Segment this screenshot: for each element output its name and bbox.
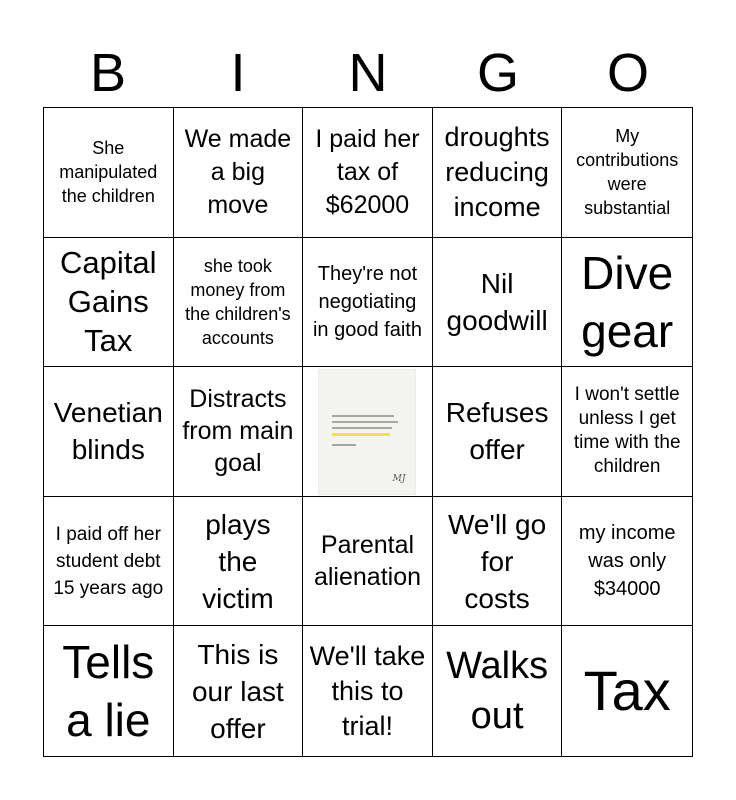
cell-text: I won't settle unless I get time with the children [573, 384, 681, 478]
bingo-cell-5[interactable] [562, 108, 692, 238]
cell-text: Parental alienation [313, 531, 421, 592]
cell-text: I paid her tax of $62000 [315, 124, 420, 219]
signature-mark: MJ [392, 473, 406, 484]
bingo-cell-7[interactable] [174, 238, 304, 368]
header-letter-n: N [348, 43, 388, 103]
cell-text: Capital Gains Tax [60, 245, 157, 359]
cell-text: Venetian blinds [53, 397, 163, 466]
cell-text: My contributions were substantial [576, 126, 679, 219]
bingo-board [43, 107, 693, 757]
bingo-cell-22[interactable] [174, 626, 304, 756]
bingo-cell-9[interactable] [433, 238, 563, 368]
cell-text: Nil goodwill [446, 267, 548, 336]
cell-text: Tells a lie [62, 636, 155, 747]
cell-text: We'll take this to trial! [309, 640, 426, 741]
cell-text: she took money from the children's accounts [185, 255, 291, 348]
bingo-cell-21[interactable] [44, 626, 174, 756]
bingo-cell-18[interactable] [303, 497, 433, 627]
bingo-cell-10[interactable] [562, 238, 692, 368]
cell-text: plays the victim [202, 508, 274, 614]
bingo-cell-16[interactable] [44, 497, 174, 627]
cell-text: Distracts from main goal [182, 385, 294, 478]
cell-text: I paid off her student debt 15 years ago [53, 523, 164, 599]
header-letter-g: G [476, 43, 519, 103]
cell-text: droughts reducing income [444, 121, 550, 222]
cell-text: They're not negotiating in good faith [312, 262, 422, 341]
bingo-cell-8[interactable] [303, 238, 433, 368]
bingo-cell-14[interactable] [433, 367, 563, 497]
cell-text: Dive gear [581, 246, 674, 357]
bingo-cell-3[interactable] [303, 108, 433, 238]
cell-text: Tax [583, 659, 671, 723]
cell-text: my income was only $34000 [578, 522, 676, 601]
bingo-cell-6[interactable] [44, 238, 174, 368]
bingo-cell-4[interactable] [433, 108, 563, 238]
cell-text: She manipulated the children [59, 138, 158, 207]
bingo-cell-17[interactable] [174, 497, 304, 627]
cell-text: Refuses offer [445, 397, 549, 466]
cell-text: We'll go for costs [447, 508, 547, 614]
bingo-cell-24[interactable] [433, 626, 563, 756]
bingo-cell-20[interactable] [562, 497, 692, 627]
header-letter-o: O [606, 43, 649, 103]
bingo-cell-23[interactable] [303, 626, 433, 756]
bingo-cell-25[interactable] [562, 626, 692, 756]
bingo-cell-11[interactable] [44, 367, 174, 497]
bingo-cell-19[interactable] [433, 497, 563, 627]
bingo-header [43, 40, 693, 106]
cell-text: Walks out [446, 645, 549, 738]
header-letter-b: B [89, 43, 127, 103]
bingo-cell-15[interactable] [562, 367, 692, 497]
cell-text: This is our last offer [191, 638, 284, 744]
bingo-cell-2[interactable] [174, 108, 304, 238]
bingo-cell-1[interactable] [44, 108, 174, 238]
cell-text: We made a big move [184, 124, 292, 219]
bingo-cell-12[interactable] [174, 367, 304, 497]
quote-card-image [319, 370, 415, 494]
header-letter-i: I [230, 43, 246, 103]
bingo-cell-13-free-space[interactable] [303, 367, 433, 497]
